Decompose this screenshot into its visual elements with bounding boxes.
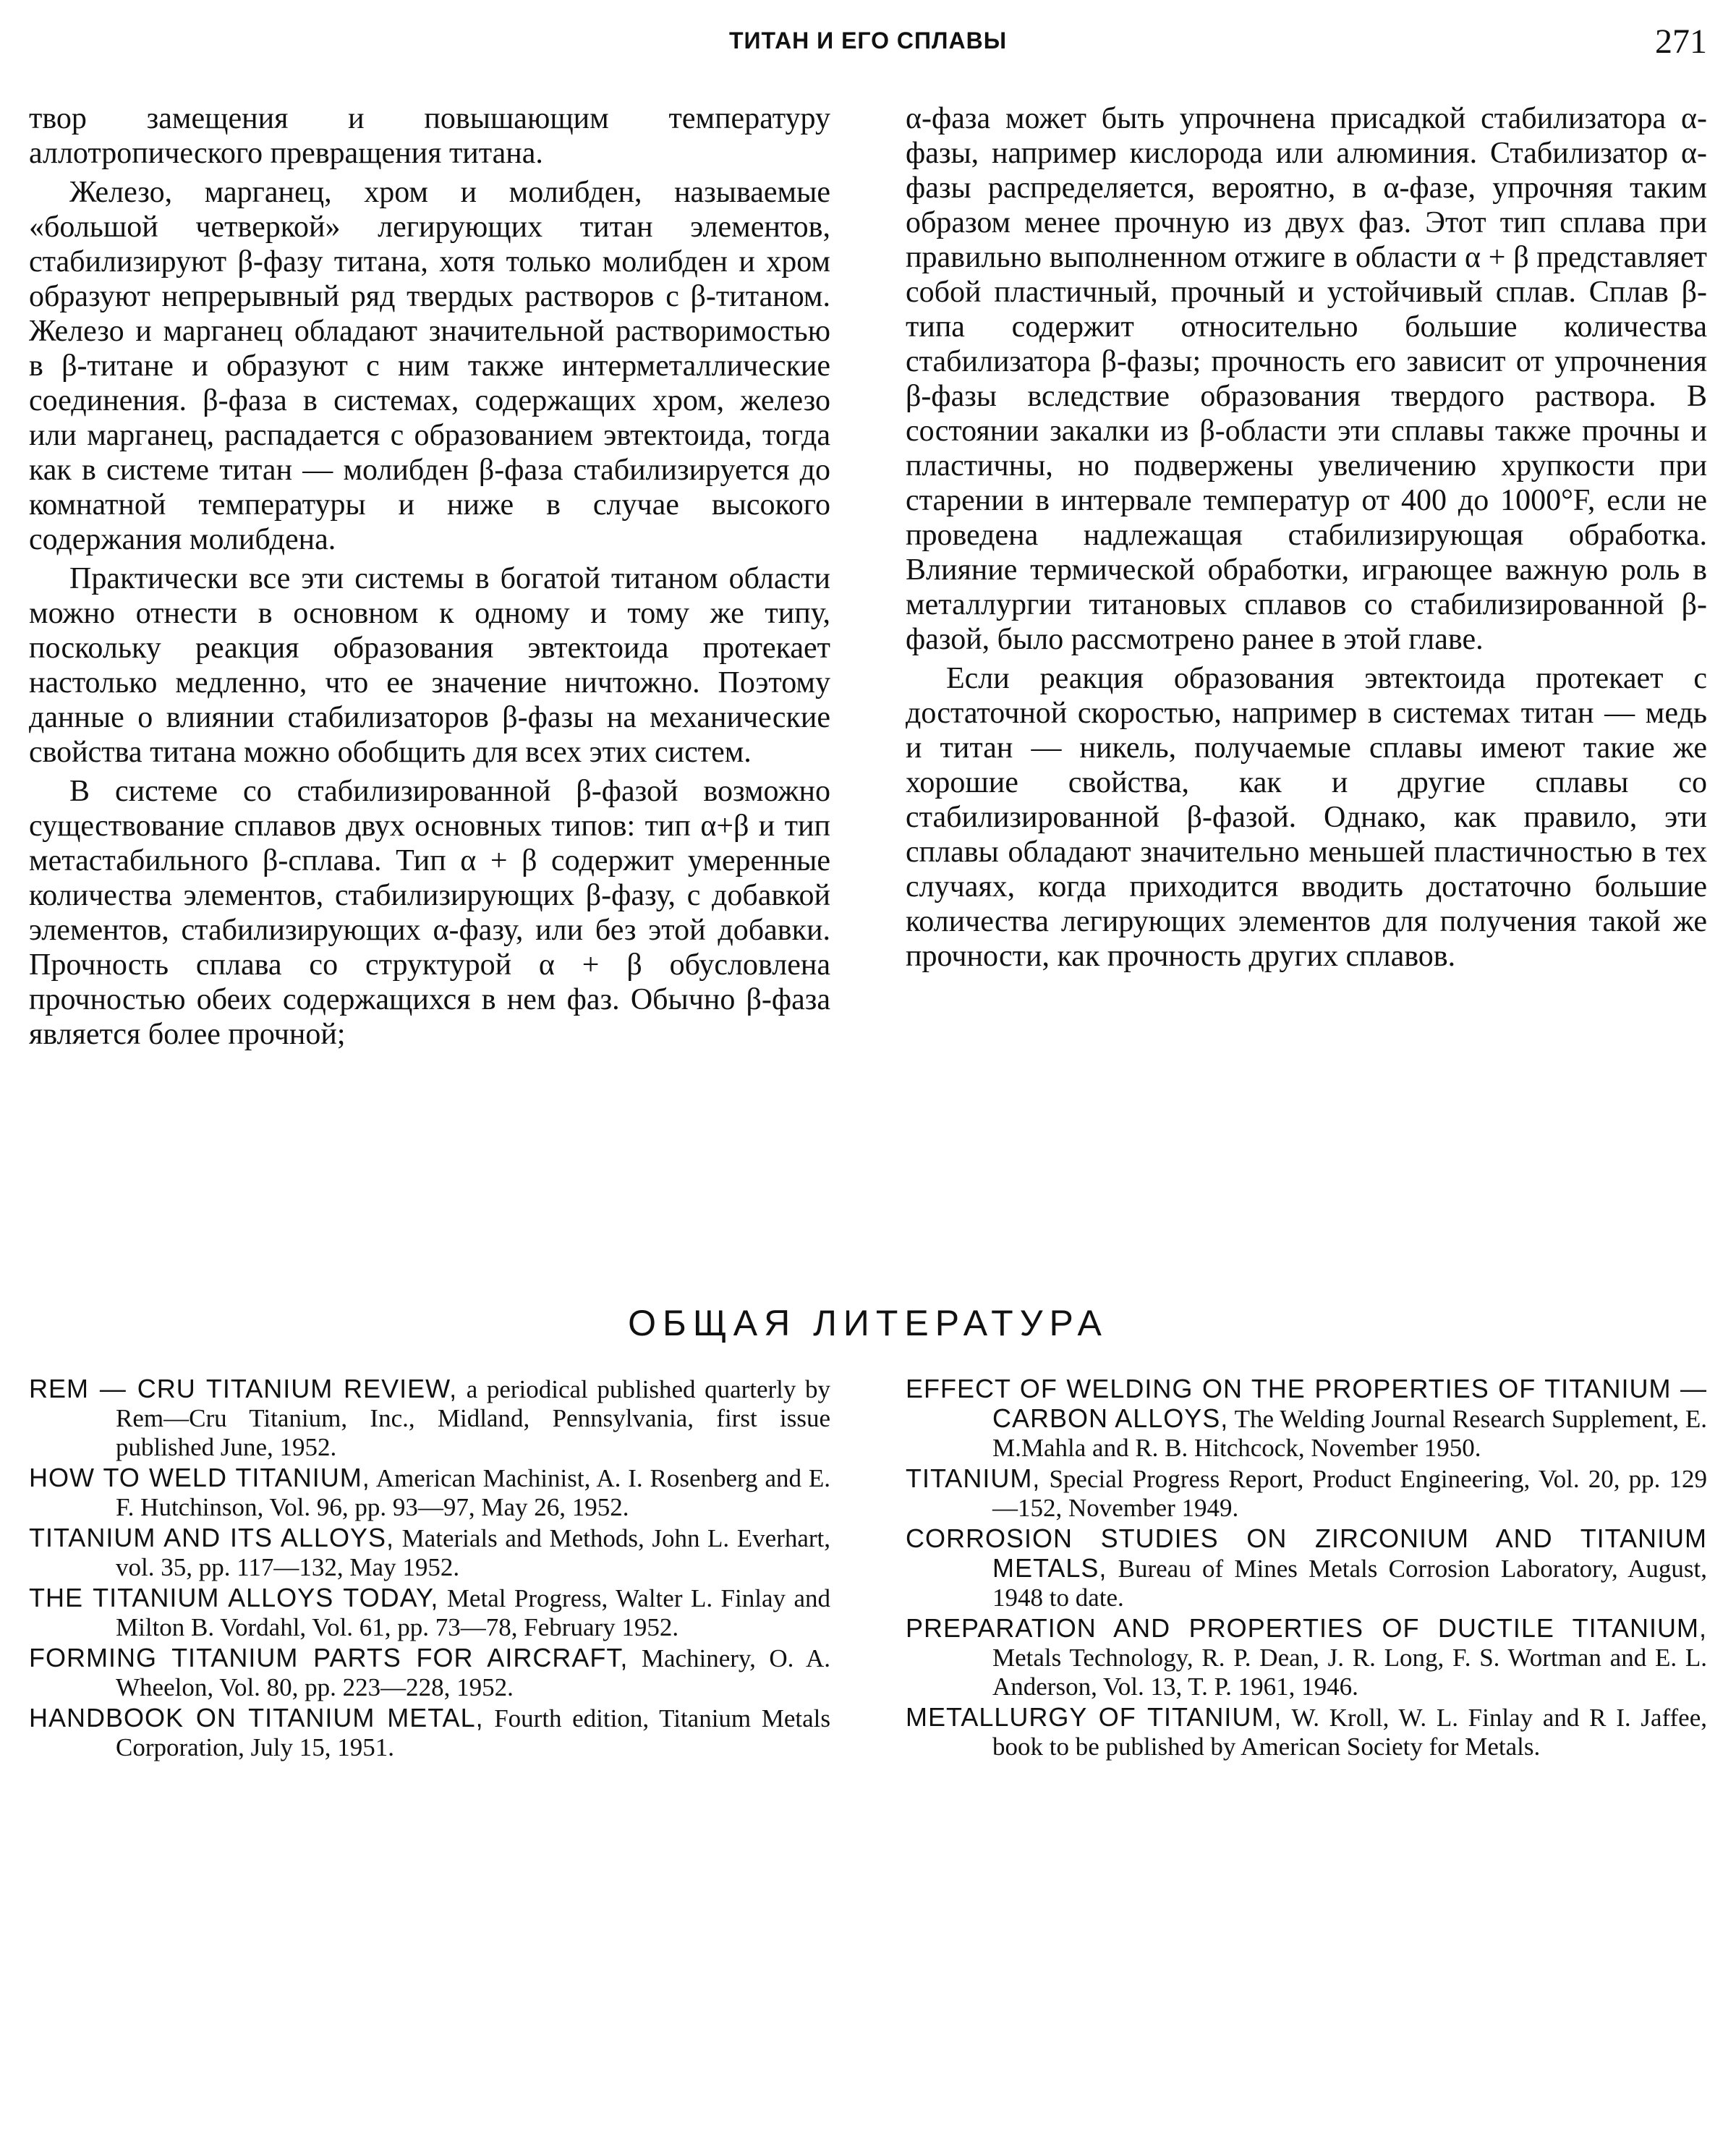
reference-title: CORROSION STUDIES ON ZIRCONIUM AND TITANIUM METALS, bbox=[906, 1523, 1707, 1583]
reference-details: The Welding Journal Research Supplement, E. M.Mahla and R. B. Hitchcock, November 1950. bbox=[992, 1405, 1707, 1462]
reference-title: THE TITANIUM ALLOYS TODAY, bbox=[29, 1583, 439, 1612]
reference-item bbox=[906, 1524, 1707, 1612]
reference-details: Bureau of Mines Metals Corrosion Laboratory, August, 1948 to date. bbox=[992, 1555, 1707, 1612]
reference-item bbox=[29, 1584, 830, 1642]
reference-title: FORMING TITANIUM PARTS FOR AIRCRAFT, bbox=[29, 1643, 629, 1672]
reference-details: Special Progress Report, Product Engineering, Vol. 20, pp. 129—152, November 1949. bbox=[992, 1465, 1708, 1522]
reference-item bbox=[906, 1464, 1707, 1523]
reference-item bbox=[29, 1704, 830, 1762]
reference-item bbox=[29, 1463, 830, 1522]
reference-title: TITANIUM AND ITS ALLOYS, bbox=[29, 1523, 394, 1552]
paragraph: твор замещения и повышающим температуру аллотропического превращения титана. bbox=[29, 102, 830, 170]
right-column bbox=[906, 101, 1707, 1251]
references-left-column bbox=[29, 1374, 830, 1953]
section-title: ОБЩАЯ ЛИТЕРАТУРА bbox=[628, 1303, 1108, 1343]
paragraph: Железо, марганец, хром и молибден, называемые «большой четверкой» легирующих титан элементов, стабилизируют β-фазу титана, хотя только молибден и хром образуют непрерывный ряд твердых растворов с β-титаном. Железо и марганец обладают значительной растворимостью в β-титане и образуют с ним также интерметаллические соединения. β-фаза в системах, содержащих хром, железо или марганец, распадается с образованием эвтектоида, тогда как в системе титан — молибден β-фаза стабилизируется до комнатной температуры и ниже в случае высокого содержания молибдена. bbox=[29, 176, 830, 556]
reference-item bbox=[906, 1703, 1707, 1761]
reference-item bbox=[29, 1644, 830, 1702]
references-right-column bbox=[906, 1374, 1707, 1953]
page-number: 271 bbox=[1655, 22, 1707, 61]
reference-item bbox=[29, 1374, 830, 1462]
reference-title: TITANIUM, bbox=[906, 1463, 1041, 1493]
reference-item bbox=[906, 1374, 1707, 1463]
reference-title: METALLURGY OF TITANIUM, bbox=[906, 1702, 1282, 1732]
paragraph: Если реакция образования эвтектоида протекает с достаточной скоростью, например в системах титан — медь и титан — никель, получаемые сплавы имеют такие же хорошие свойства, как и другие сплавы со стабилизированной β-фазой. Однако, как правило, эти сплавы обладают значительно меньшей пластичностью в тех случаях, когда приходится вводить достаточно большие количества легирующих элементов для получения такой же прочности, как прочность других сплавов. bbox=[906, 662, 1707, 973]
references bbox=[29, 1374, 1707, 1953]
reference-title: EFFECT OF WELDING ON THE PROPERTIES OF TITANIUM — CARBON ALLOYS, bbox=[906, 1374, 1707, 1433]
reference-title: PREPARATION AND PROPERTIES OF DUCTILE TITANIUM, bbox=[906, 1613, 1707, 1643]
reference-title: REM — CRU TITANIUM REVIEW, bbox=[29, 1374, 458, 1403]
reference-item bbox=[906, 1614, 1707, 1701]
reference-details: Fourth edition, Titanium Metals Corporation, July 15, 1951. bbox=[116, 1704, 830, 1761]
page-header bbox=[29, 22, 1707, 72]
reference-details: a periodical published quarterly by Rem—Cru Titanium, Inc., Midland, Pennsylvania, first issue published June, 1952. bbox=[116, 1375, 831, 1461]
paragraph: Практически все эти системы в богатой титаном области можно отнести в основном к одному и тому же типу, поскольку реакция образования эвтектоида протекает настолько медленно, что ее значение ничтожно. Поэтому данные о влиянии стабилизаторов β-фазы на механические свойства титана можно обобщить для всех этих систем. bbox=[29, 562, 830, 769]
paragraph: В системе со стабилизированной β-фазой возможно существование сплавов двух основных типов: тип α+β и тип метастабильного β-сплава. Тип α + β содержит умеренные количества элементов, стабилизирующих β-фазу, с добавкой элементов, стабилизирующих α-фазу, или без этой добавки. Прочность сплава со структурой α + β обусловлена прочностью обеих содержащихся в нем фаз. Обычно β-фаза является более прочной; bbox=[29, 775, 830, 1051]
reference-details: W. Kroll, W. L. Finlay and R I. Jaffee, book to be published by American Society for Metals. bbox=[992, 1704, 1707, 1761]
reference-title: HOW TO WELD TITANIUM, bbox=[29, 1463, 370, 1492]
reference-title: HANDBOOK ON TITANIUM METAL, bbox=[29, 1703, 484, 1733]
running-head: ТИТАН И ЕГО СПЛАВЫ bbox=[728, 27, 1008, 54]
paragraph: α-фаза может быть упрочнена присадкой стабилизатора α-фазы, например кислорода или алюминия. Стабилизатор α-фазы распределяется, вероятно, в α-фазе, упрочняя таким образом менее прочную из двух фаз. Этот тип сплава при правильно выполненном отжиге в области α + β представляет собой пластичный, прочный и устойчивый сплав. Сплав β-типа содержит относительно большие количества стабилизатора β-фазы; прочность его зависит от упрочнения β-фазы вследствие образования твердого раствора. В состоянии закалки из β-области эти сплавы также прочны и пластичны, но подвержены увеличению хрупкости при старении в интервале температур от 400 до 1000°F, если не проведена надлежащая стабилизирующая обработка. Влияние термической обработки, играющее важную роль в металлургии титановых сплавов со стабилизированной β-фазой, было рассмотрено ранее в этой главе. bbox=[906, 102, 1707, 656]
reference-details: Materials and Methods, John L. Everhart, vol. 35, pp. 117—132, May 1952. bbox=[116, 1524, 831, 1581]
reference-details: Metals Technology, R. P. Dean, J. R. Long, F. S. Wortman and E. L. Anderson, Vol. 13, T. P. 1961, 1946. bbox=[992, 1644, 1707, 1701]
reference-details: Metal Progress, Walter L. Finlay and Milton B. Vordahl, Vol. 61, pp. 73—78, February 1952. bbox=[116, 1584, 830, 1641]
body-columns bbox=[29, 101, 1707, 1251]
reference-details: Machinery, O. A. Wheelon, Vol. 80, pp. 223—228, 1952. bbox=[116, 1644, 831, 1701]
reference-item bbox=[29, 1523, 830, 1582]
left-column bbox=[29, 101, 830, 1251]
reference-details: American Machinist, A. I. Rosenberg and E. F. Hutchinson, Vol. 96, pp. 93—97, May 26, 1952. bbox=[116, 1464, 830, 1521]
